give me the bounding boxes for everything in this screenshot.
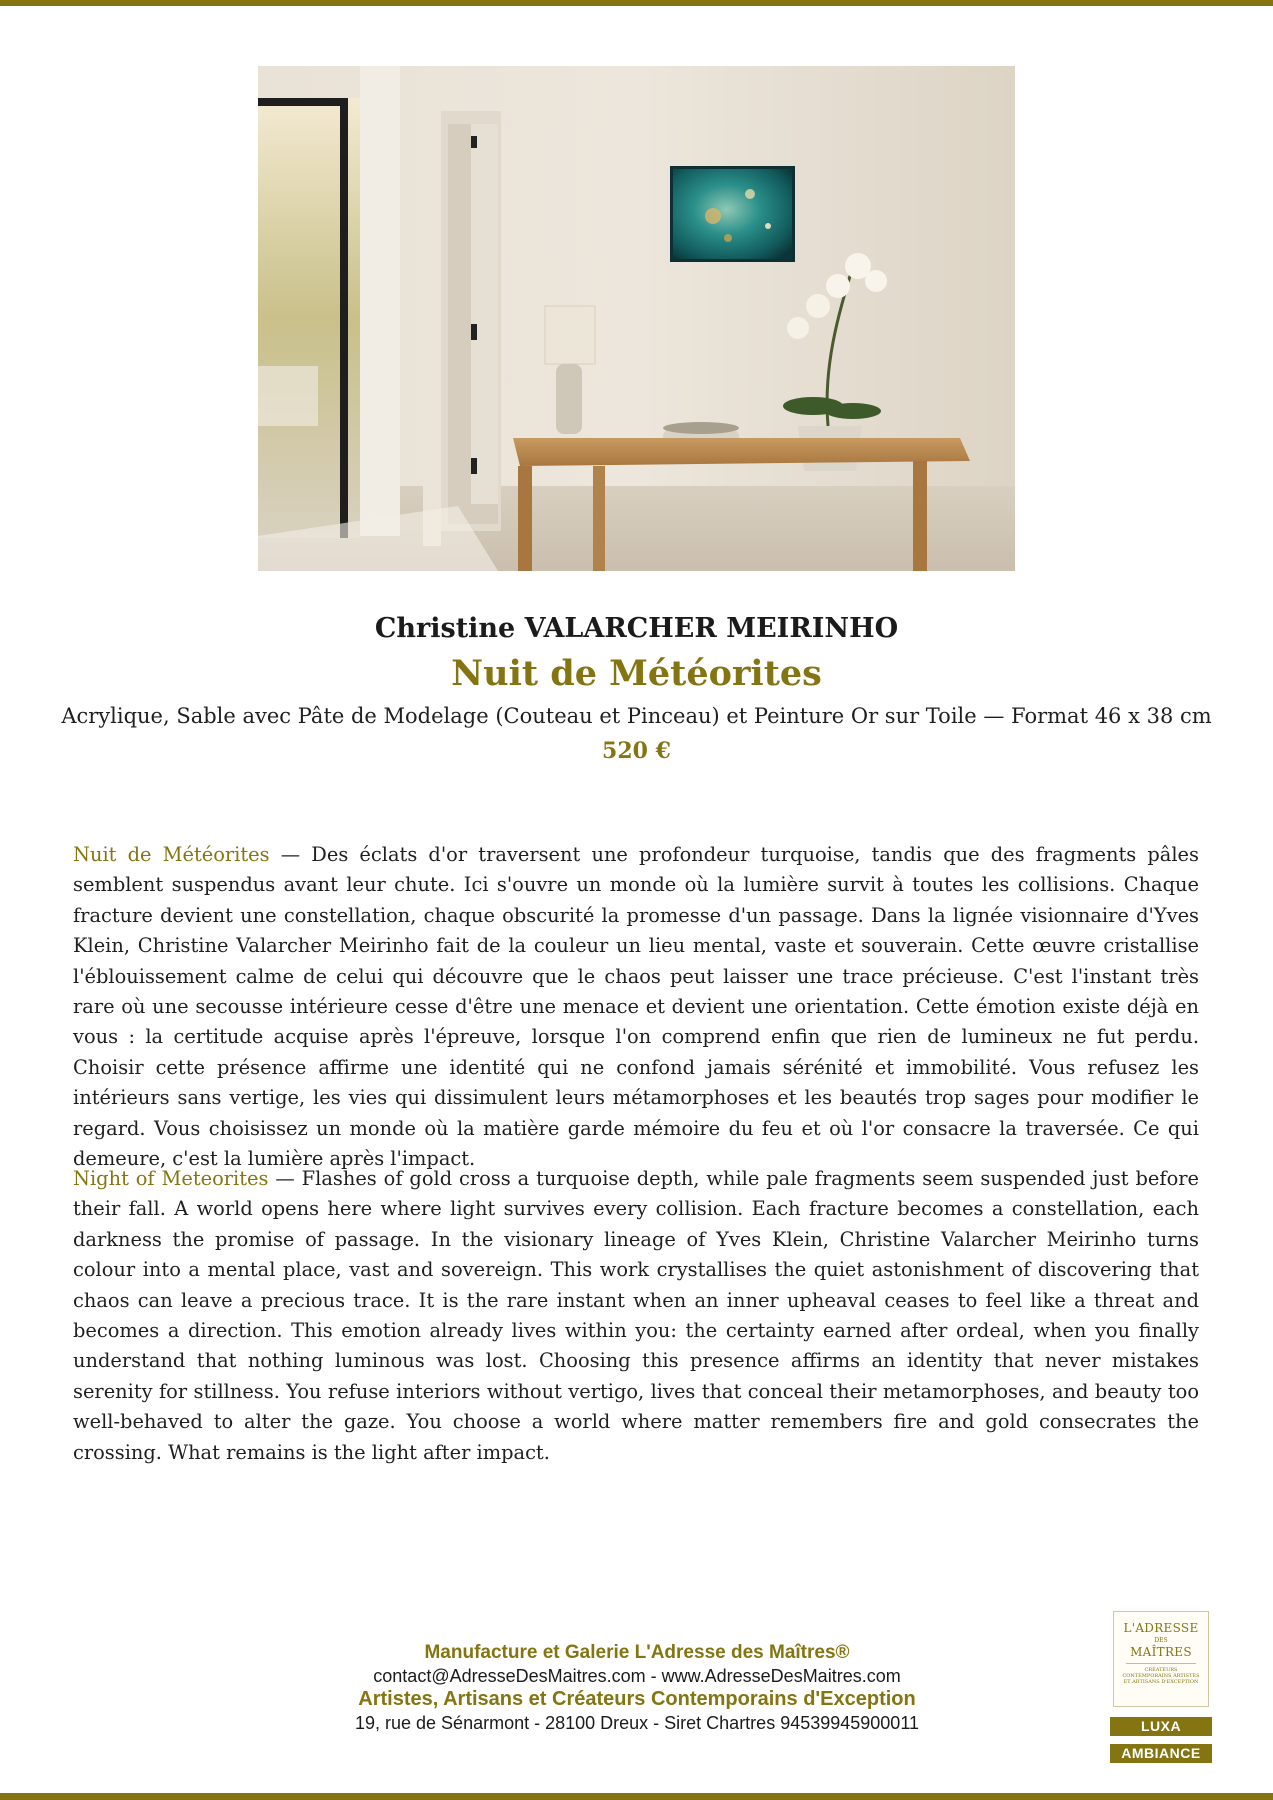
logo-line-4: CRÉATEURS CONTEMPORAINS ARTISTES ET ARTISANS D'EXCEPTION xyxy=(1122,1667,1200,1685)
description-english-text: — Flashes of gold cross a turquoise depth, while pale fragments seem suspended just before their fall. A world opens here where light survives every collision. Each fracture becomes a constellation, each darkness the promise of passage. In the visionary lineage of Yves Klein, Christine Valarcher Meirinho turns colour into a mental place, vast and sovereign. This work crystallises the quiet astonishment of discovering that chaos can leave a precious trace. It is the rare instant when an inner upheaval ceases to feel like a threat and becomes a direction. This emotion already lives within you: the certainty earned after ordeal, when you finally understand that nothing luminous was lost. Choosing this presence affirms an identity that never mistakes serenity for stillness. You refuse interiors without vertigo, lives that conceal their metamorphoses, and beauty too well-behaved to alter the gaze. You choose a world where matter remembers fire and gold consecrates the crossing. What remains is the light after impact. xyxy=(73,1167,1199,1464)
bottom-border xyxy=(0,1793,1273,1800)
footer-contact: contact@AdresseDesMaitres.com - www.AdresseDesMaitres.com xyxy=(373,1666,901,1686)
description-english-lead: Night of Meteorites xyxy=(73,1167,269,1190)
footer-tagline: Artistes, Artisans et Créateurs Contemporains d'Exception xyxy=(358,1688,916,1710)
gallery-logo xyxy=(1113,1611,1209,1707)
footer-gallery-name: Manufacture et Galerie L'Adresse des Maîtres® xyxy=(424,1642,850,1663)
footer-address: 19, rue de Sénarmont - 28100 Dreux - Siret Chartres 94539945900011 xyxy=(354,1713,920,1733)
description-english xyxy=(73,1164,1199,1468)
artwork-title: Nuit de Météorites xyxy=(451,653,822,694)
logo-line-3: MAÎTRES xyxy=(1130,1645,1192,1659)
top-border xyxy=(0,0,1273,6)
luxa-badge: LUXA xyxy=(1110,1717,1212,1736)
logo-divider xyxy=(1126,1663,1196,1664)
artwork-medium-format: Acrylique, Sable avec Pâte de Modelage (Couteau et Pinceau) et Peinture Or sur Toile — Format 46 x 38 cm xyxy=(61,704,1212,728)
artwork-room-photo xyxy=(258,66,1015,571)
logo-line-1: L'ADRESSE xyxy=(1123,1621,1199,1635)
logo-line-2: DES xyxy=(1154,1637,1168,1644)
footer xyxy=(237,1641,1037,1734)
description-french xyxy=(73,840,1199,1174)
artwork-price: 520 € xyxy=(602,738,671,764)
ambiance-badge: AMBIANCE xyxy=(1110,1744,1212,1763)
description-french-lead: Nuit de Météorites xyxy=(73,843,270,866)
artist-name: Christine VALARCHER MEIRINHO xyxy=(374,613,899,644)
description-french-text: — Des éclats d'or traversent une profondeur turquoise, tandis que des fragments pâles semblent suspendus avant leur chute. Ici s'ouvre un monde où la lumière survit à toutes les collisions. Chaque fracture devient une constellation, chaque obscurité la promesse d'un passage. Dans la lignée visionnaire d'Yves Klein, Christine Valarcher Meirinho fait de la couleur un lieu mental, vaste et souverain. Cette œuvre cristallise l'éblouissement calme de celui qui découvre que le chaos peut laisser une trace précieuse. C'est l'instant très rare où une secousse intérieure cesse d'être une menace et devient une orientation. Cette émotion existe déjà en vous : la certitude acquise après l'épreuve, lorsque l'on comprend enfin que rien de lumineux ne fut perdu. Choisir cette présence affirme une identité qui ne confond jamais sérénité et immobilité. Vous refusez les intérieurs sans vertige, les vies qui dissimulent leurs métamorphoses et les beautés trop sages pour modifier le regard. Vous choisissez un monde où la matière garde mémoire du feu et où l'or consacre la traversée. Ce qui demeure, c'est la lumière après l'impact. xyxy=(73,843,1199,1171)
